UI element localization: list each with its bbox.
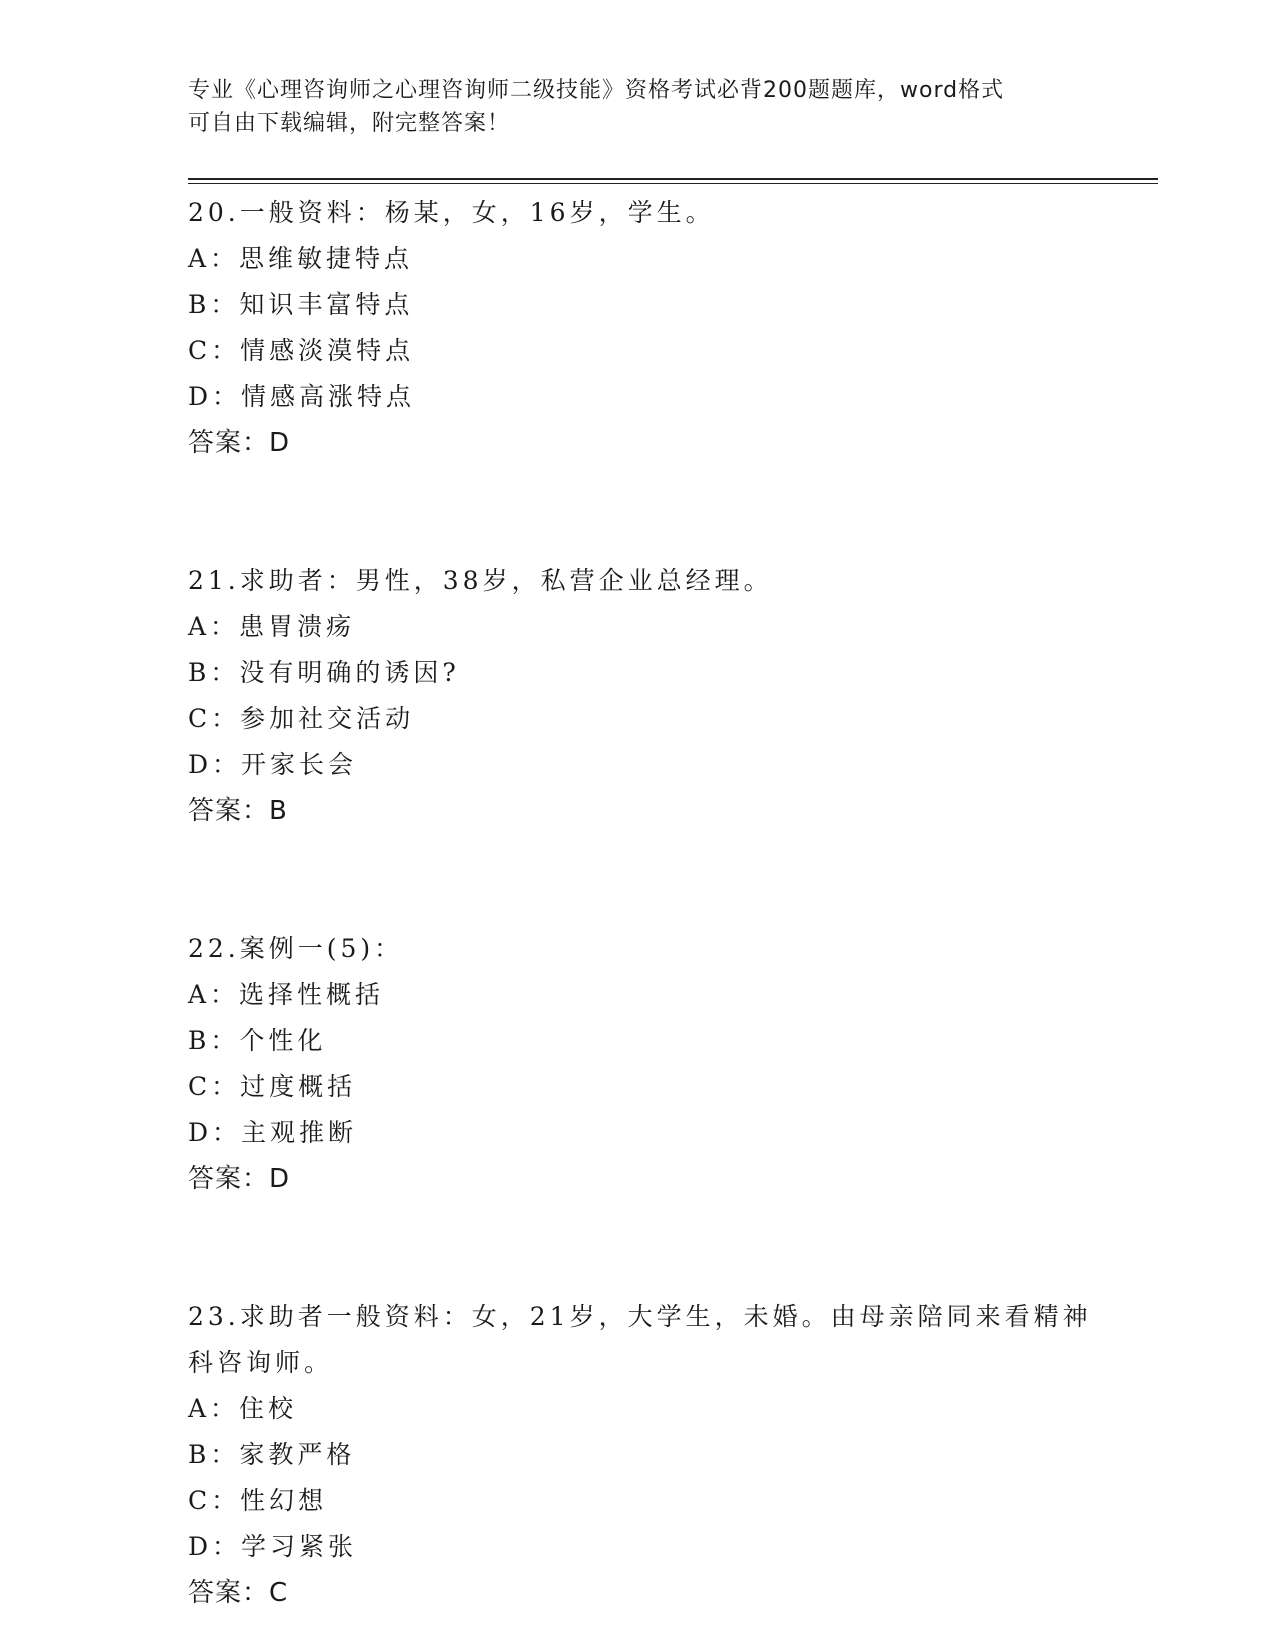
question-stem: 21.求助者：男性，38岁，私营企业总经理。 — [188, 566, 773, 595]
option-a: A：选择性概括 — [188, 980, 385, 1009]
question-spacer — [188, 466, 1088, 558]
question-item — [188, 558, 1088, 834]
option-d: D：主观推断 — [188, 1118, 358, 1147]
option-a: A：住校 — [188, 1394, 298, 1423]
option-b: B：知识丰富特点 — [188, 290, 414, 319]
option-d: D：学习紧张 — [188, 1532, 358, 1561]
question-spacer — [188, 834, 1088, 926]
option-b: B：没有明确的诱因? — [188, 658, 460, 687]
option-b: B：家教严格 — [188, 1440, 356, 1469]
option-d: D：情感高涨特点 — [188, 382, 416, 411]
answer-line: 答案：D — [188, 1164, 291, 1194]
header-divider — [188, 178, 1158, 184]
document-header — [188, 74, 1088, 140]
question-item — [188, 1294, 1092, 1616]
option-c: C：过度概括 — [188, 1072, 357, 1101]
answer-line: 答案：C — [188, 1578, 289, 1608]
question-item — [188, 190, 1088, 466]
option-b: B：个性化 — [188, 1026, 327, 1055]
question-stem: 20.一般资料：杨某，女，16岁，学生。 — [188, 198, 715, 227]
option-a: A：思维敏捷特点 — [188, 244, 414, 273]
header-title-line-2: 可自由下载编辑，附完整答案！ — [188, 111, 511, 136]
question-list — [188, 190, 1092, 1616]
option-c: C：参加社交活动 — [188, 704, 415, 733]
question-stem: 22.案例一(5)： — [188, 934, 404, 963]
answer-line: 答案：D — [188, 428, 291, 458]
option-c: C：性幻想 — [188, 1486, 328, 1515]
option-a: A：患胃溃疡 — [188, 612, 356, 641]
question-item — [188, 926, 1088, 1202]
answer-line: 答案：B — [188, 796, 288, 826]
question-stem: 23.求助者一般资料：女，21岁，大学生，未婚。由母亲陪同来看精神 — [188, 1302, 1092, 1331]
option-d: D：开家长会 — [188, 750, 358, 779]
option-c: C：情感淡漠特点 — [188, 336, 415, 365]
question-spacer — [188, 1202, 1088, 1294]
header-title-line-1: 专业《心理咨询师之心理咨询师二级技能》资格考试必背200题题库，word格式 — [188, 78, 1005, 103]
question-stem-continued: 科咨询师。 — [188, 1348, 334, 1377]
